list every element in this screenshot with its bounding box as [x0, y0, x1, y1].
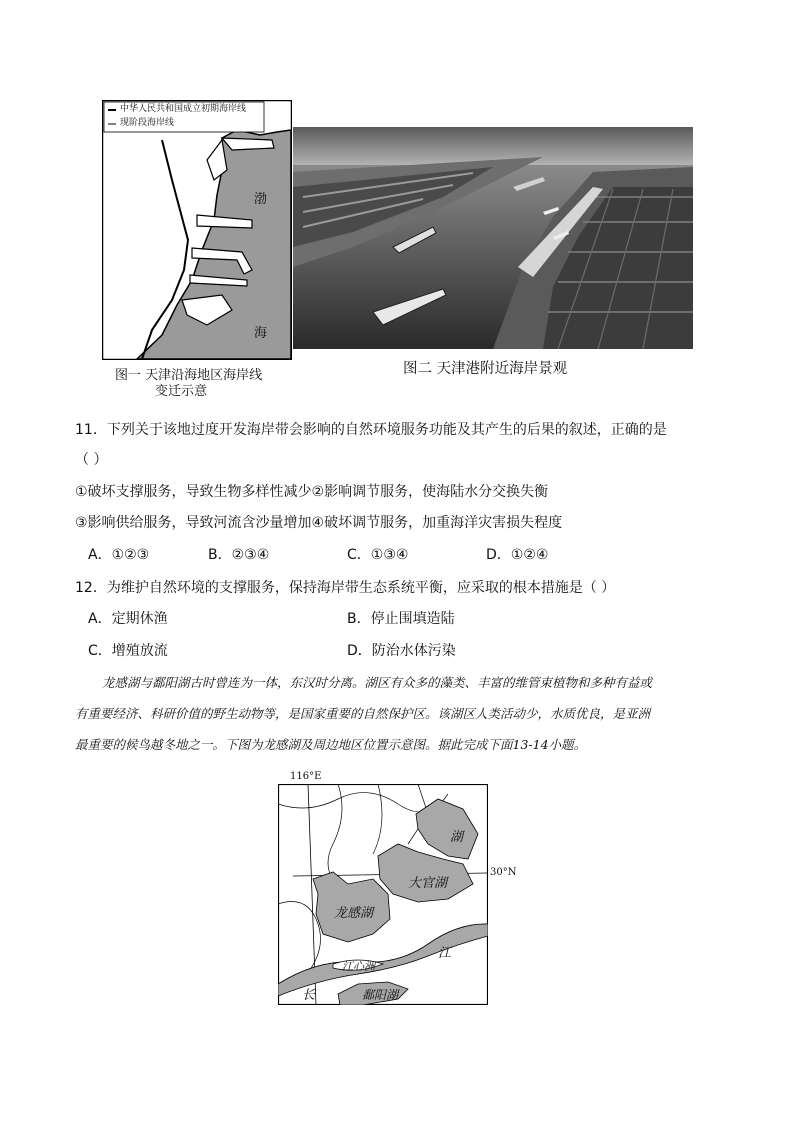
fig2-caption: 图二 天津港附近海岸景观: [403, 361, 568, 377]
map-label-jiangxinzhou: 江心洲: [342, 960, 375, 973]
coastline-map-drawing: [102, 100, 292, 360]
sea-label-bo: 渤: [254, 192, 268, 207]
passage-line-2: 有重要经济、科研价值的野生动物等，是国家重要的自然保护区。该湖区人类活动少，水质优良，是亚洲: [75, 706, 651, 721]
q11-option-a: A．①②③: [88, 547, 150, 563]
map-label-lake-top: 湖: [450, 830, 464, 845]
q11-option-d: D．①②④: [486, 547, 549, 563]
fig1-caption-line2: 变迁示意: [155, 384, 208, 399]
sea-label-hai: 海: [254, 326, 268, 341]
fig1-caption-line1: 图一 天津沿海地区海岸线: [115, 368, 263, 383]
coastline-map: [102, 100, 292, 360]
port-photo-image: [293, 127, 693, 349]
q12-option-b: B．停止围填造陆: [347, 611, 455, 627]
q11-stem: 11．下列关于该地过度开发海岸带会影响的自然环境服务功能及其产生的后果的叙述，正确的是: [75, 422, 667, 438]
map-latitude-label: 30°N: [490, 867, 517, 878]
map-longitude-label: 116°E: [290, 771, 322, 782]
q12-option-c: C．增殖放流: [88, 643, 168, 659]
map-label-longgan-lake: 龙感湖: [334, 906, 374, 921]
q11-statement-1: ①破坏支撑服务，导致生物多样性减少②影响调节服务，使海陆水分交换失衡: [75, 484, 549, 500]
legend-old-coastline: 中华人民共和国成立初期海岸线: [120, 104, 247, 114]
q12-option-a: A．定期休渔: [88, 611, 168, 627]
q12-option-d: D．防治水体污染: [347, 643, 456, 659]
map-label-poyang-lake: 鄱阳湖: [362, 988, 399, 1002]
passage-line-1: 龙感湖与鄱阳湖古时曾连为一体，东汉时分离。湖区有众多的藻类、丰富的维管束植物和多种有益或: [102, 675, 653, 690]
q11-option-c: C．①③④: [347, 547, 409, 563]
q11-statement-2: ③影响供给服务，导致河流含沙量增加④破坏调节服务，加重海洋灾害损失程度: [75, 515, 563, 531]
map-label-daguan-lake: 大官湖: [408, 876, 448, 891]
q11-answer-paren: （ ）: [75, 452, 108, 468]
longgan-lake-map-drawing: [278, 784, 488, 1005]
map-label-chang: 长: [302, 988, 316, 1003]
q11-option-b: B．②③④: [208, 547, 270, 563]
port-photo: [293, 127, 693, 349]
legend-current-coastline: 现阶段海岸线: [120, 118, 175, 128]
passage-line-3: 最重要的候鸟越冬地之一。下图为龙感湖及周边地区位置示意图。据此完成下面13-14小题。: [75, 737, 587, 752]
q12-stem: 12．为维护自然环境的支撑服务，保持海岸带生态系统平衡，应采取的根本措施是（ ）: [75, 580, 616, 596]
longgan-lake-map: [278, 784, 488, 1005]
map-label-jiang: 江: [438, 946, 452, 961]
